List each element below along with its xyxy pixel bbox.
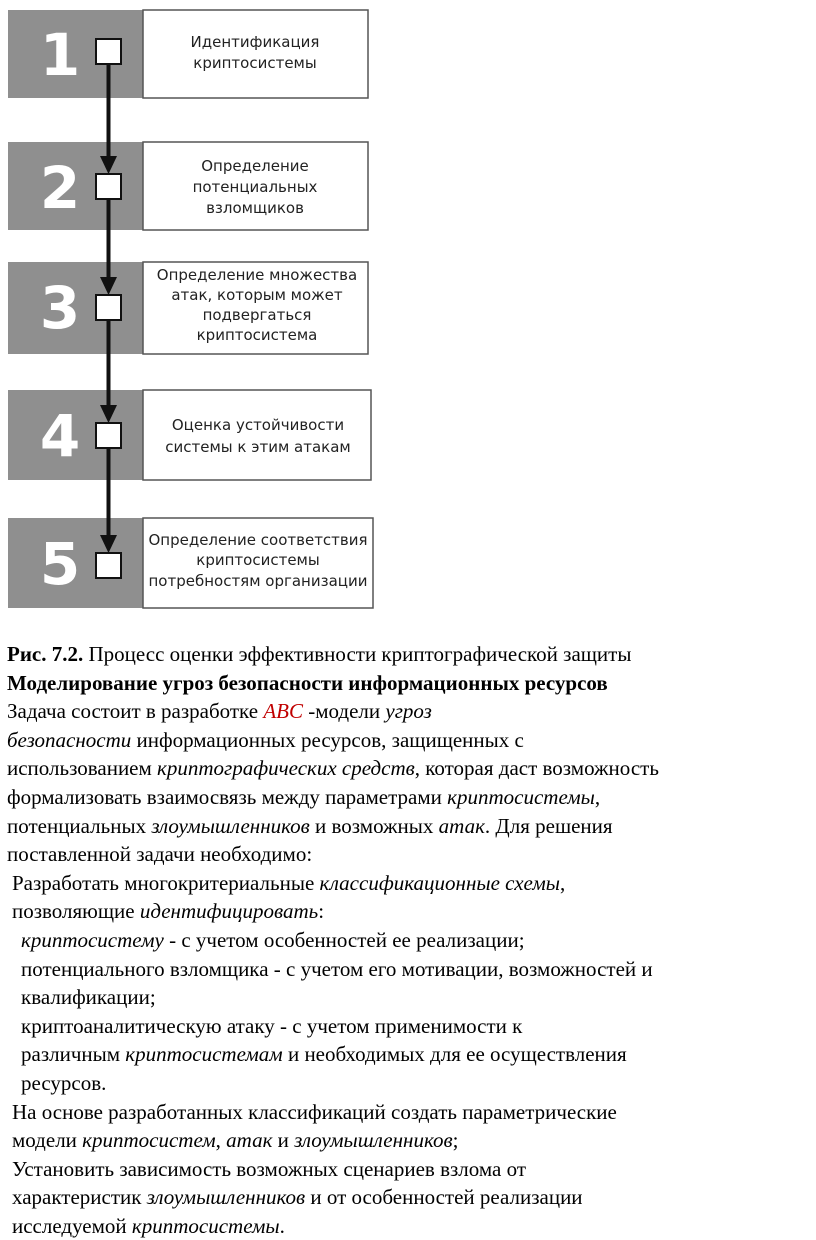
term-italic: идентифицировать: [139, 899, 319, 924]
paragraph-line: [7, 812, 807, 841]
text-run: и необходимых для ее осуществления: [282, 1042, 627, 1067]
text-run: характеристик: [12, 1185, 147, 1210]
text-run: модели: [12, 1128, 83, 1153]
text-run: Разработать многокритериальные: [12, 870, 320, 895]
text-run: Задача состоит в разработке: [7, 699, 264, 724]
section-heading: [7, 669, 807, 698]
text-run: позволяющие: [12, 899, 140, 924]
text-run: ,: [215, 1128, 227, 1153]
step-label-line: Определение множества: [156, 266, 358, 284]
term-italic: безопасности: [7, 727, 132, 752]
list-item-line: [7, 897, 807, 926]
paragraph-line: [7, 840, 807, 869]
paragraph-line: [7, 754, 807, 783]
term-italic: криптосистемам: [125, 1042, 283, 1067]
step-label-line: потенциальных: [192, 178, 318, 196]
text-run: и от особенностей реализации: [305, 1185, 583, 1210]
text-run: ,: [559, 870, 566, 895]
process-diagram: [0, 0, 400, 620]
term-italic: классификационные схемы: [319, 870, 560, 895]
abc-term: ABC: [263, 699, 303, 724]
text-run: различным: [21, 1042, 126, 1067]
text-run: ресурсов.: [21, 1070, 107, 1095]
step-label-line: системы к этим атакам: [165, 438, 351, 456]
step-number: 1: [39, 21, 81, 89]
step-label-line: взломщиков: [206, 199, 304, 217]
text-run: формализовать взаимосвязь между параметрами: [7, 784, 448, 809]
step-number: 3: [39, 274, 81, 342]
text-run: Установить зависимость возможных сценариев взлома от: [12, 1156, 526, 1181]
document-text: [7, 640, 807, 1240]
step-label-line: Идентификация: [190, 33, 320, 51]
list-item-line: [7, 1155, 807, 1184]
text-run: . Для решения: [484, 813, 613, 838]
text-run: потенциального взломщика - с учетом его мотивации, возможностей и: [21, 956, 653, 981]
step-2: [8, 142, 368, 230]
step-1: [8, 10, 368, 98]
caption-text: Процесс оценки эффективности криптографической защиты: [83, 642, 632, 666]
text-run: ;: [452, 1128, 459, 1153]
step-label-line: атак, которым может: [171, 286, 343, 304]
text-run: поставленной задачи необходимо:: [7, 842, 313, 867]
figure-caption: [7, 640, 807, 669]
term-italic: криптосистему: [21, 927, 164, 952]
step-node-square: [96, 423, 121, 448]
step-node-square: [96, 553, 121, 578]
text-run: -модели: [302, 699, 386, 724]
text-run: - с учетом особенностей ее реализации;: [163, 927, 525, 952]
step-node-square: [96, 295, 121, 320]
list-item-line: [7, 1126, 807, 1155]
step-4: [8, 390, 371, 480]
text-run: и возможных: [309, 813, 439, 838]
step-label-line: Оценка устойчивости: [171, 416, 345, 434]
paragraph-line: [7, 697, 807, 726]
step-number: 5: [39, 530, 81, 598]
term-italic: злоумышленников: [294, 1128, 453, 1153]
step-label-line: Определение соответствия: [148, 531, 368, 549]
text-run: потенциальных: [7, 813, 152, 838]
paragraph-line: [7, 783, 807, 812]
term-italic: криптографических средств: [157, 756, 415, 781]
sub-item-line: [7, 1040, 807, 1069]
process-diagram-svg: [0, 0, 400, 620]
list-item-line: [7, 1098, 807, 1127]
step-label-line: Определение: [201, 157, 309, 175]
sub-item-line: [7, 926, 807, 955]
term-italic: криптосистемы: [447, 784, 595, 809]
text-run: квалификации;: [21, 985, 156, 1010]
sub-item-line: [7, 1069, 807, 1098]
sub-item-line: [7, 983, 807, 1012]
text-run: использованием: [7, 756, 158, 781]
paragraph-line: [7, 726, 807, 755]
step-label-line: криптосистемы: [196, 551, 320, 569]
text-run: информационных ресурсов, защищенных с: [131, 727, 524, 752]
text-run: , которая даст возможность: [414, 756, 659, 781]
step-node-square: [96, 174, 121, 199]
text-run: На основе разработанных классификаций создать параметрические: [12, 1099, 617, 1124]
step-number: 4: [39, 402, 81, 470]
step-3: [8, 262, 368, 354]
step-label-line: подвергаться: [202, 306, 312, 324]
text-run: .: [279, 1213, 285, 1238]
step-label-line: потребностям организации: [148, 572, 368, 590]
list-item-line: [7, 1183, 807, 1212]
step-node-square: [96, 39, 121, 64]
step-5: [8, 518, 373, 608]
step-label-line: криптосистемы: [193, 54, 317, 72]
term-italic: атак: [438, 813, 485, 838]
caption-label: Рис. 7.2.: [7, 642, 84, 666]
text-run: :: [318, 899, 325, 924]
term-italic: криптосистем: [82, 1128, 216, 1153]
term-italic: угроз: [385, 699, 432, 724]
term-italic: атак: [226, 1128, 273, 1153]
sub-item-line: [7, 955, 807, 984]
text-run: исследуемой: [12, 1213, 132, 1238]
term-italic: злоумышленников: [146, 1185, 306, 1210]
text-run: криптоаналитическую атаку - с учетом применимости к: [21, 1013, 523, 1038]
step-number: 2: [39, 154, 81, 222]
text-run: и: [272, 1128, 295, 1153]
term-italic: злоумышленников: [151, 813, 310, 838]
list-item-line: [7, 1212, 807, 1240]
step-label-line: криптосистема: [196, 326, 318, 344]
sub-item-line: [7, 1012, 807, 1041]
heading-text: Моделирование угроз безопасности информационных ресурсов: [7, 670, 608, 695]
text-run: ,: [594, 784, 601, 809]
step-text-box: [143, 390, 371, 480]
term-italic: криптосистемы: [131, 1213, 280, 1238]
list-item-line: [7, 869, 807, 898]
